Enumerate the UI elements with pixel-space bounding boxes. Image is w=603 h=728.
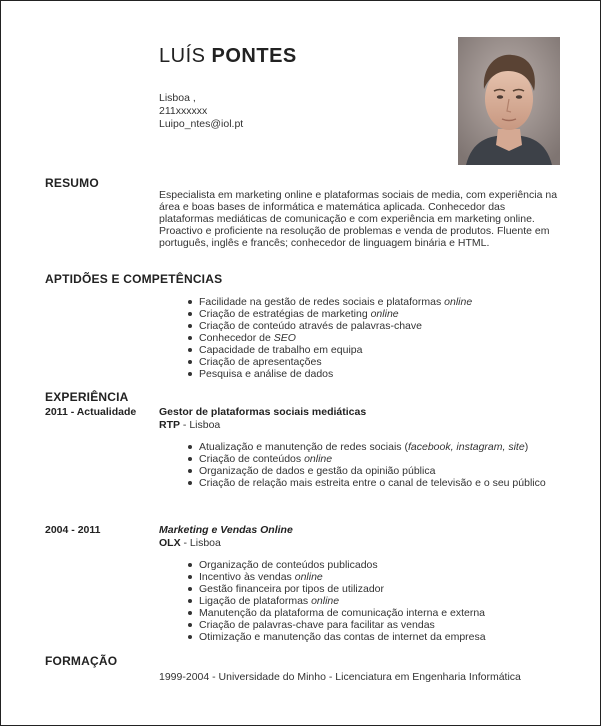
contact-phone: 211xxxxxx: [159, 105, 208, 117]
experience-heading: EXPERIÊNCIA: [45, 390, 129, 404]
list-item: Criação de palavras-chave para facilitar as vendas: [187, 619, 567, 631]
skills-list: [187, 296, 567, 380]
summary-heading: RESUMO: [45, 176, 99, 190]
list-item: Ligação de plataformas online: [187, 595, 567, 607]
contact-email: Luipo_ntes@iol.pt: [159, 118, 244, 130]
list-item: Organização de conteúdos publicados: [187, 559, 567, 571]
summary-text: Especialista em marketing online e plataformas sociais de media, com experiência na área e boas bases de informática e matemática aplicada. Conhecedor das plataformas mediáticas de comunicação e com experiência em marketing online. Proactivo e proficiente na resolução de problemas e venda de produtos. Fluente em português, inglês e francês; conhecedor de linguagem binária e HTML.: [159, 189, 558, 249]
education-heading: FORMAÇÃO: [45, 654, 118, 668]
job-employer: RTP - Lisboa: [159, 419, 221, 431]
list-item: Facilidade na gestão de redes sociais e plataformas online: [187, 296, 567, 308]
profile-photo: [458, 37, 560, 165]
list-item: Pesquisa e análise de dados: [187, 368, 567, 380]
contact-city: Lisboa ,: [159, 92, 196, 104]
job-period: 2011 - Actualidade: [45, 406, 137, 418]
list-item: Gestão financeira por tipos de utilizador: [187, 583, 567, 595]
first-name: LUÍS: [159, 45, 206, 67]
list-item: Criação de conteúdo através de palavras-chave: [187, 320, 567, 332]
list-item: Organização de dados e gestão da opinião pública: [187, 465, 559, 477]
list-item: Criação de estratégias de marketing online: [187, 308, 567, 320]
list-item: Atualização e manutenção de redes sociais (facebook, instagram, site): [187, 441, 559, 453]
job-employer: OLX - Lisboa: [159, 537, 221, 549]
list-item: Criação de conteúdos online: [187, 453, 559, 465]
last-name: PONTES: [211, 45, 297, 67]
list-item: Criação de relação mais estreita entre o canal de televisão e o seu público: [187, 477, 559, 489]
job-duties-list: [187, 559, 567, 643]
list-item: Incentivo às vendas online: [187, 571, 567, 583]
education-entry: 1999-2004 - Universidade do Minho - Licenciatura em Engenharia Informática: [159, 671, 521, 683]
list-item: Manutenção da plataforma de comunicação interna e externa: [187, 607, 567, 619]
list-item: Criação de apresentações: [187, 356, 567, 368]
list-item: Conhecedor de SEO: [187, 332, 567, 344]
contact-info: [159, 92, 243, 131]
candidate-name: [159, 45, 297, 68]
job-title: Gestor de plataformas sociais mediáticas: [159, 406, 367, 418]
job-duties-list: [187, 441, 559, 489]
list-item: Otimização e manutenção das contas de internet da empresa: [187, 631, 567, 643]
job-title: Marketing e Vendas Online: [159, 524, 293, 536]
job-period: 2004 - 2011: [45, 524, 101, 536]
skills-heading: APTIDÕES E COMPETÊNCIAS: [45, 272, 223, 286]
list-item: Capacidade de trabalho em equipa: [187, 344, 567, 356]
